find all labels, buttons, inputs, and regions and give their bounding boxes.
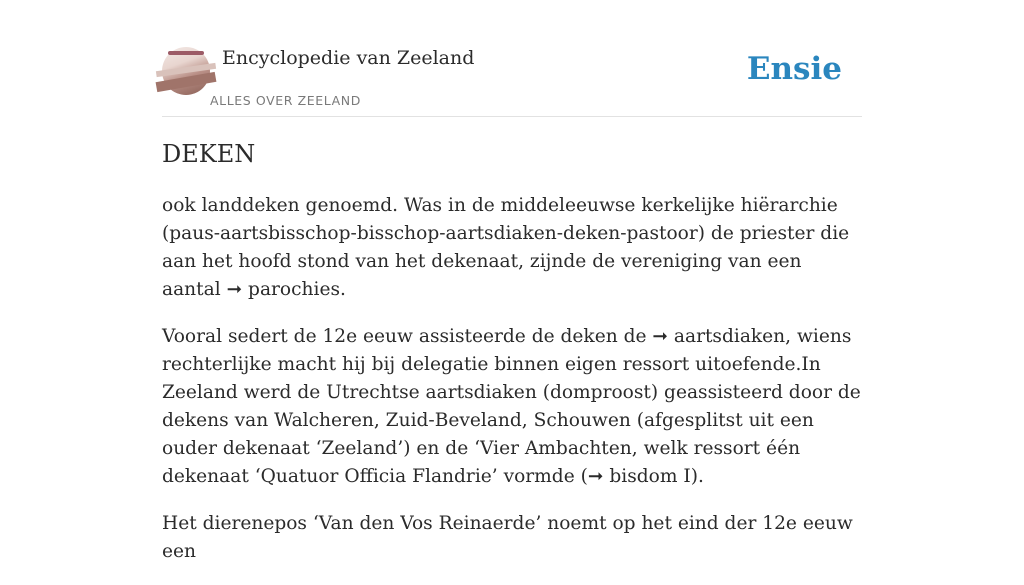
paragraph-2 [162, 323, 862, 491]
paragraph-1 [162, 192, 862, 304]
page [162, 0, 862, 562]
article-title: DEKEN [162, 140, 256, 168]
article-body [162, 192, 862, 585]
paragraph-3 [162, 510, 862, 566]
site-logo[interactable] [162, 47, 210, 95]
link-aartsdiaken[interactable]: ➞ aartsdiaken [652, 326, 786, 347]
paragraph-text: ook landdeken genoemd. Was in de middeleeuwse kerkelijke hiërarchie (paus-aartsbisschop-bisschop-aartsdiaken-deken-pastoor) de priester die aan het hoofd stond van het dekenaat, zijnde de vereniging van een aantal [162, 195, 850, 300]
ensie-brand-link[interactable]: Ensie [746, 51, 842, 87]
link-parochies[interactable]: ➞ parochies [226, 279, 341, 300]
link-bisdom[interactable]: ➞ bisdom I [587, 466, 691, 487]
paragraph-text: , wiens rechterlijke macht hij bij delegatie binnen eigen ressort uitoefende.In Zeeland werd de Utrechtse aartsdiaken (domproost) geassisteerd door de dekens van Walcheren, Zuid-Beveland, Schouwen (afgesplitst uit een ouder dekenaat ‘Zeeland’) en de ‘Vier Ambachten, welk ressort één dekenaat ‘Quatuor Officia Flandrie’ vormde ( [162, 326, 861, 487]
site-header [162, 0, 862, 117]
paragraph-text: ). [690, 466, 704, 487]
site-tagline: ALLES OVER ZEELAND [210, 93, 361, 108]
site-title[interactable]: Encyclopedie van Zeeland [222, 47, 475, 69]
paragraph-text: Het dierenepos ‘Van den Vos Reinaerde’ noemt op het eind der 12e eeuw een [162, 513, 853, 562]
paragraph-text: Vooral sedert de 12e eeuw assisteerde de deken de [162, 326, 653, 347]
paragraph-text: . [340, 279, 346, 300]
